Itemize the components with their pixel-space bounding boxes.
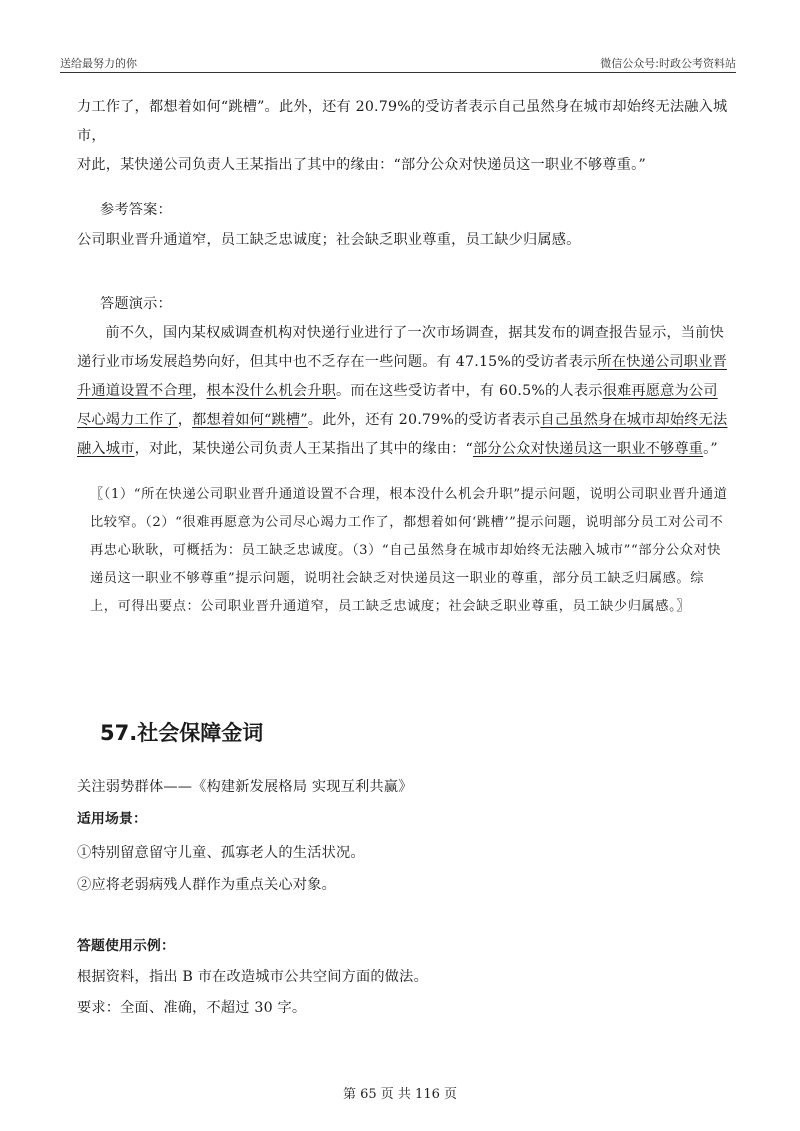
intro-paragraph: [77, 93, 730, 180]
demo-text: 。此外，还有 20.79%的受访者表示: [307, 412, 541, 428]
demo-text: 。而在这些受访者中，有 60.5%的人表示: [336, 383, 603, 399]
demo-text: ，: [192, 383, 207, 399]
reference-label: 参考答案：: [100, 202, 172, 218]
scene-item: ①特别留意留守儿童、孤寡老人的生活状况。: [77, 845, 365, 861]
header-right-text: 微信公众号:时政公考资料站: [600, 57, 736, 70]
intro-line-2: 对此，某快递公司负责人王某指出了其中的缘由：“部分公众对快递员这一职业不够尊重。”: [77, 157, 646, 173]
scene-label: 适用场景：: [77, 811, 147, 827]
demo-underline: 根本没什么机会升职: [206, 383, 336, 399]
demo-text: 前不久，国内某权威调查机构对快递行业进行了一次市场调查，据其发布的调查报告显示，当前快递行业市场发展趋势向好，但其中也不乏存在一些问题。有 47.15%的受访者表示: [77, 325, 725, 370]
example-label: 答题使用示例：: [77, 938, 175, 954]
demo-underline: 都想着如何“跳槽”: [192, 412, 308, 428]
demo-underline: 自己虽然身在城市却始终无法融入城市: [77, 412, 728, 457]
page-number: 第 65 页 共 116 页: [342, 1087, 458, 1102]
reference-answer: 公司职业晋升通道窄，员工缺乏忠诚度；社会缺乏职业尊重，员工缺少归属感。: [77, 232, 581, 248]
demo-paragraph: [77, 319, 730, 464]
example-line: 根据资料，指出 B 市在改造城市公共空间方面的做法。: [77, 969, 428, 985]
section-source: 关注弱势群体——《构建新发展格局 实现互利共赢》: [77, 779, 413, 795]
demo-text: ，: [177, 412, 193, 428]
demo-underline: 所在快递公司职业晋升通道设置不合理: [77, 354, 727, 399]
section-title: 57.社会保障金词: [100, 721, 264, 745]
analysis-text: 〖（1）“所在快递公司职业晋升通道设置不合理，根本没什么机会升职”提示问题，说明公司职业晋升通道比较窄。（2）“很难再愿意为公司尽心竭力工作了，都想着如何‘跳槽’”提示问题，说明部分员工对公司不再忠心耿耿，可概括为：员工缺乏忠诚度。（3）“自己虽然身在城市却始终无法融入城市”“部分公众对快递员这一职业不够尊重”提示问题，说明社会缺乏对快递员这一职业的尊重，部分员工缺乏归属感。综上，可得出要点：公司职业晋升通道窄，员工缺乏忠诚度；社会缺乏职业尊重，员工缺少归属感。〗: [90, 487, 728, 614]
demo-underline: 部分公众对快递员这一职业不够尊重: [472, 441, 704, 457]
demo-text: 。”: [703, 441, 718, 457]
header-left-text: 送给最努力的你: [60, 57, 137, 70]
demo-label: 答题演示：: [100, 296, 172, 312]
page-header: [60, 50, 736, 73]
example-line: 要求：全面、准确，不超过 30 字。: [77, 1000, 307, 1016]
analysis-paragraph: [90, 481, 730, 621]
demo-text: ，对此，某快递公司负责人王某指出了其中的缘由：“: [134, 441, 473, 457]
demo-underline: 很难再愿意为公司尽心竭力工作了: [77, 383, 718, 428]
intro-line-1: 力工作了，都想着如何“跳槽”。此外，还有 20.79%的受访者表示自己虽然身在城市却始终无法融入城市，: [77, 99, 728, 144]
scene-item: ②应将老弱病残人群作为重点关心对象。: [77, 877, 336, 893]
